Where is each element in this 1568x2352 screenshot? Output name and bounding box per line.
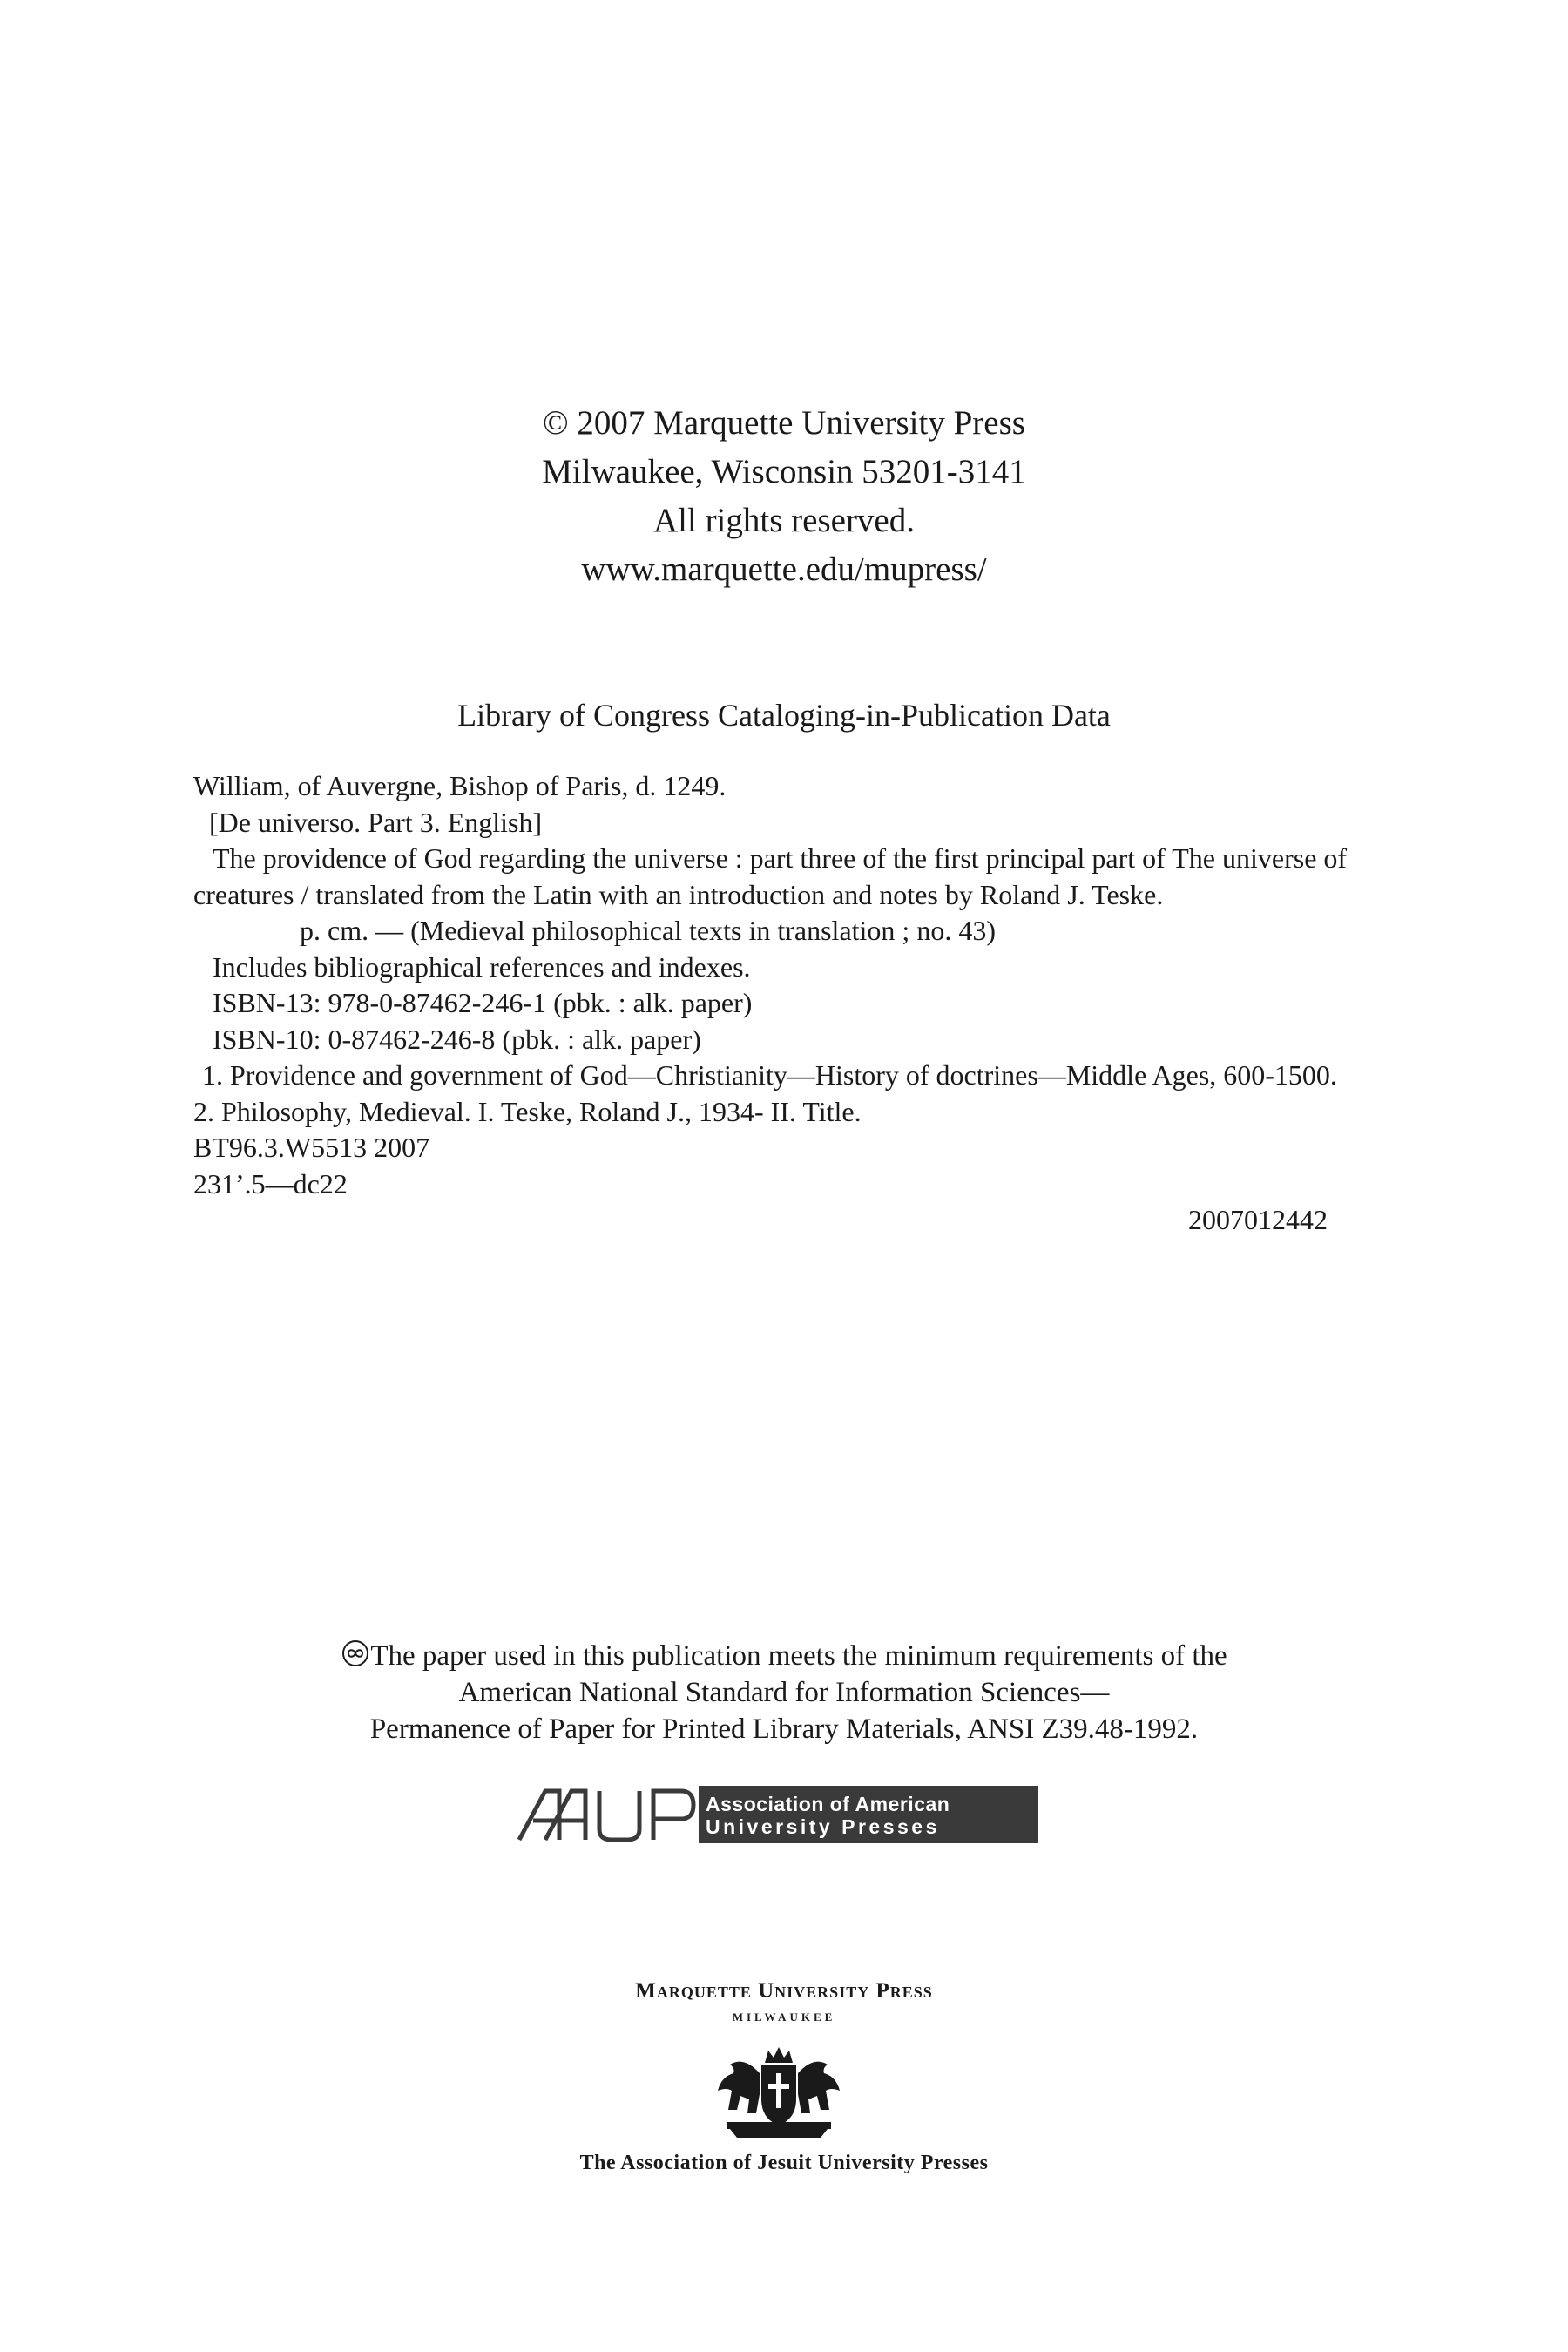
aaup-line-1: Association of American — [706, 1793, 950, 1815]
aaup-mark-icon — [516, 1786, 699, 1843]
publisher-city: MILWAUKEE — [732, 2011, 836, 2024]
infinity-circle-icon — [341, 1639, 370, 1668]
cip-physical: p. cm. — (Medieval philosophical texts in translation ; no. 43) — [300, 915, 996, 946]
address-line: Milwaukee, Wisconsin 53201-3141 — [542, 453, 1026, 490]
copyright-block — [0, 399, 1568, 594]
jesuit-association: The Association of Jesuit University Presses — [579, 2152, 989, 2174]
paper-line-1: The paper used in this publication meets the minimum requirements of the — [370, 1640, 1227, 1672]
aaup-logo — [516, 1786, 1038, 1843]
aaup-line-2: University Presses — [706, 1815, 940, 1838]
cip-uniform-title: [De universo. Part 3. English] — [209, 806, 543, 838]
cip-dewey: 231’.5—dc22 — [193, 1167, 348, 1200]
cip-note: Includes bibliographical references and indexes. — [213, 950, 751, 983]
aaup-text — [706, 1793, 950, 1838]
copyright-line: © 2007 Marquette University Press — [543, 404, 1025, 442]
cip-author: William, of Auvergne, Bishop of Paris, d. 1249. — [193, 770, 727, 801]
jesuit-crest-icon — [709, 2038, 848, 2143]
cip-heading: Library of Congress Cataloging-in-Publication Data — [457, 698, 1111, 733]
rights-line: All rights reserved. — [652, 502, 915, 539]
cip-lc-class: BT96.3.W5513 2007 — [193, 1132, 430, 1163]
paper-statement — [0, 1638, 1568, 1747]
cip-lccn: 2007012442 — [1188, 1204, 1328, 1235]
cip-title: The providence of God regarding the universe : part three of the first principal part of The universe of creatures / translated from the Latin with an introduction and notes by Roland J. Teske. — [193, 842, 1348, 910]
cip-subjects: 1. Providence and government of God—Christianity—History of doctrines—Middle Ages, 600-1500. 2. Philosophy, Medieval. I. Teske, Roland J., 1934- II. Title. — [193, 1059, 1337, 1127]
cip-isbn10: ISBN-10: 0-87462-246-8 (pbk. : alk. paper) — [213, 1023, 701, 1055]
paper-line-2: American National Standard for Information Sciences— — [458, 1677, 1110, 1708]
cip-isbn13: ISBN-13: 978-0-87462-246-1 (pbk. : alk. paper) — [213, 987, 753, 1018]
website-link[interactable]: www.marquette.edu/mupress/ — [581, 551, 987, 588]
paper-line-3: Permanence of Paper for Printed Library Materials, ANSI Z39.48-1992. — [369, 1713, 1199, 1745]
cip-record — [193, 768, 1361, 1239]
publisher-name: Marquette University Press — [635, 1979, 933, 2003]
